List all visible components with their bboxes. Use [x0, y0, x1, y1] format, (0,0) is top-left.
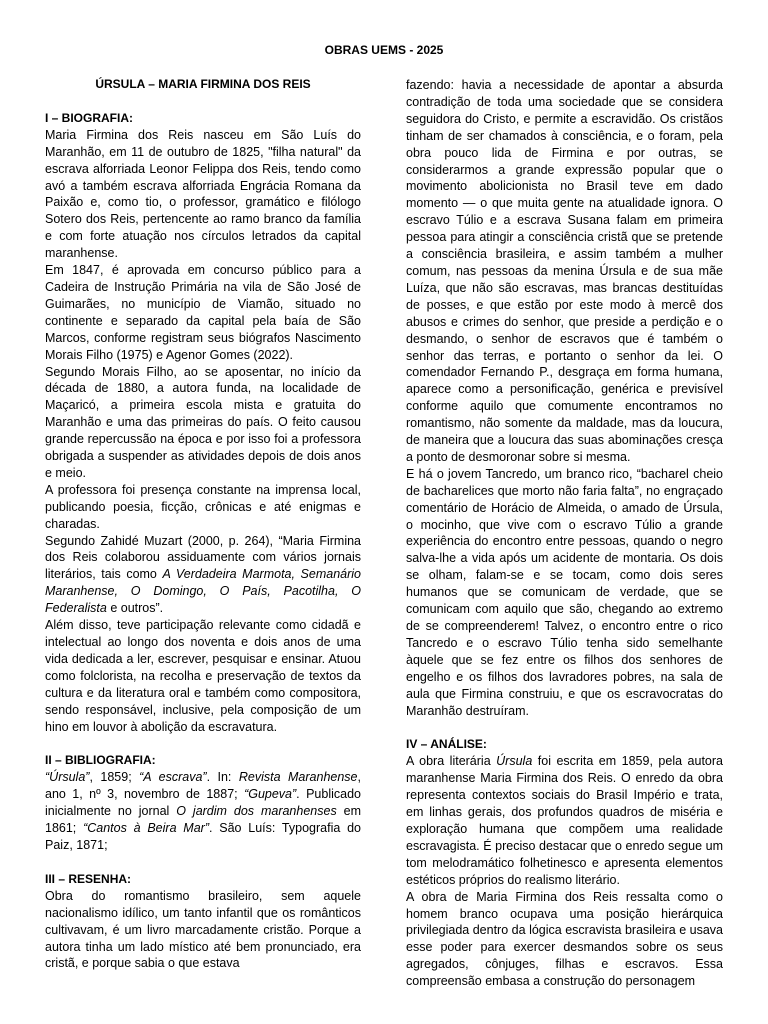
bib-gupeva: “Gupeva” [244, 787, 297, 802]
document-title: ÚRSULA – MARIA FIRMINA DOS REIS [95, 77, 311, 91]
biografia-paragraph-2: Em 1847, é aprovada em concurso público para a Cadeira de Instrução Primária na vila de São José de Guimarães, no município de Viamão, situado no continente e separado da capital pela baía de São Marcos, conforme registram seus biógrafos Nascimento Morais Filho (1975) e Agenor Gomes (2022). [45, 263, 361, 362]
bib-text-l: . São Luís: Typografia do Paiz, 1871; [45, 821, 361, 852]
biografia-paragraph-5 [45, 533, 361, 618]
resenha-paragraph-1-part: Obra do romantismo brasileiro, sem aquele nacionalismo idílico, um tanto infantil que os românticos cultivavam, é um livro marcadamente cristão. Porque a autora tinha um lado místico até bem pronunciado, era cristã, e porque sabia o que estava [45, 888, 361, 971]
section-heading-biografia: I – BIOGRAFIA: [45, 110, 134, 125]
biografia-paragraph-3: Segundo Morais Filho, ao se aposentar, no início da década de 1880, a autora funda, na localidade de Maçaricó, a primeira escola mista e gratuita do Maranhão e uma das primeiras do país. O feito causou grande repercussão na época e por isso foi a professora obrigada a suspender as atividades depois de dois anos e meio. [45, 364, 361, 480]
analise-paragraph-2: A obra de Maria Firmina dos Reis ressalta como o homem branco ocupava uma posição hierárquica privilegiada dentro da lógica escravista brasileira e usava esse poder para exercer desmandos sobre os seus agregados, cônjuges, filhas e escravos. Essa compreensão embasa a construção do personagem [406, 889, 723, 989]
bib-jardim: O jardim dos maranhenses [176, 804, 337, 819]
biografia-paragraph-6: Além disso, teve participação relevante como cidadã e intelectual ao longo dos noventa e dois anos de uma vida dedicada a ler, escrever, pesquisar e ensinar. Atuou como folclorista, na recolha e preservação de textos da cultura e da literatura oral e também como compositora, sendo responsável, inclusive, pela composição de um hino em louvor à abolição da escravatura. [45, 618, 361, 734]
resenha-paragraph-2: E há o jovem Tancredo, um branco rico, “bacharel cheio de bacharelices que morto não faria falta”, no engraçado comentário de Horácio de Almeida, o amado de Úrsula, o mocinho, que vive com o escravo Túlio a grande experiência do encontro entre pessoas, quando o negro salva-lhe a vida após um acidente de montaria. Os dois se olham, falam-se e se tocam, como dois seres humanos que se comunicam de verdade, que se comunicam com aquilo que são, chegando ao extremo de se compreenderem! Talvez, o encontro entre o rico Tancredo e o escravo Túlio tenha sido semelhante àquele que se fez entre os filhos dos senhores de engelho e os filhos dos lavradores pobres, na sala de aula que Firmina construiu, e que os escravocratas do Maranhão destruíram. [406, 466, 723, 718]
section-heading-analise: IV – ANÁLISE: [406, 737, 487, 752]
analise-ursula: Úrsula [496, 754, 533, 769]
bib-text-f: , ano 1, nº 3, novembro de 1887; [45, 770, 361, 802]
bib-text-h: . Publicado inicialmente no jornal [45, 787, 361, 819]
bib-ursula: “Úrsula” [45, 770, 90, 785]
bibliografia-paragraph [45, 769, 361, 854]
biografia-paragraph-4: A professora foi presença constante na imprensa local, publicando poesia, ficção, crônicas e até enigmas e charadas. [45, 482, 361, 531]
resenha-paragraph-1-continued: fazendo: havia a necessidade de apontar a absurda contradição de toda uma sociedade que se considera seguidora do Cristo, e permite a escravidão. Os cristãos tinham de ser chamados à consciência, e o foram, pela obra pouco lida de Firmina e por outras, se considerarmos a grande expressão popular que o movimento abolicionista no Brasil teve em dado momento — o que muita gente na atualidade ignora. O escravo Túlio e a escrava Susana falam em primeira pessoa para atingir a consciência cristã que se pretende a consciência brasileira, e assim também a mulher comum, nas pessoas da menina Úrsula e de sua mãe Luíza, que não são escravas, mas brancas destituídas de posses, e que estão por este modo à mercê dos abusos e crimes do senhor, que preside a perdição e o desmando, o senhor de escravos que é também o senhor das terras, e portanto o senhor da lei. O comendador Fernando P., desgraça em forma humana, aparece como a personificação, genérica e previsível conforme aquilo que comumente encontramos no romantismo, não somente da maldade, mas da loucura, de maneira que a loucura das suas abominações cresça a ponto de desmoronar sobre si mesma. [406, 78, 723, 464]
bib-a-escrava: “A escrava” [139, 770, 207, 785]
bib-cantos: “Cantos à Beira Mar” [83, 821, 209, 836]
analise-paragraph-1 [406, 753, 723, 888]
bio-p5-text-c: e outros”. [106, 601, 164, 616]
analise-text-a: A obra literária [406, 754, 497, 769]
bib-text-d: . In: [206, 770, 239, 785]
biografia-paragraph-1: Maria Firmina dos Reis nasceu em São Luís do Maranhão, em 11 de outubro de 1825, "filha natural" da escrava alforriada Leonor Felippa dos Reis, tendo como avó a também escrava alforriada Engrácia Romana da Paixão e, como tio, o professor, gramático e filólogo Sotero dos Reis, pertencente ao ramo branco da família e com forte atuação nos círculos letrados da capital maranhense. [45, 127, 361, 261]
bib-text-b: , 1859; [89, 770, 140, 785]
right-column [406, 77, 723, 990]
bio-p5-journals: A Verdadeira Marmota, Semanário Maranhense, O Domingo, O País, Pacotilha, O Federalista [45, 567, 361, 616]
section-heading-bibliografia: II – BIBLIOGRAFIA: [45, 753, 156, 768]
left-column [45, 76, 361, 972]
page-header: OBRAS UEMS - 2025 [324, 43, 444, 57]
bio-p5-text-a: Segundo Zahidé Muzart (2000, p. 264), “Maria Firmina dos Reis colaborou assiduamente com vários jornais literários, tais como [45, 533, 361, 582]
bib-text-j: em 1861; [45, 804, 361, 836]
section-heading-resenha: III – RESENHA: [45, 871, 132, 886]
bib-revista: Revista Maranhense [238, 770, 358, 785]
analise-text-c: foi escrita em 1859, pela autora maranhense Maria Firmina dos Reis. O enredo da obra representa contextos sociais do Brasil Império e trata, em linhas gerais, dos profundos quadros de miséria e exploração humana que compõem uma realidade escravagista. É preciso destacar que o enredo segue um tom melodramático folhetinesco e apresenta elementos estéticos próprios do realismo literário. [406, 754, 724, 887]
